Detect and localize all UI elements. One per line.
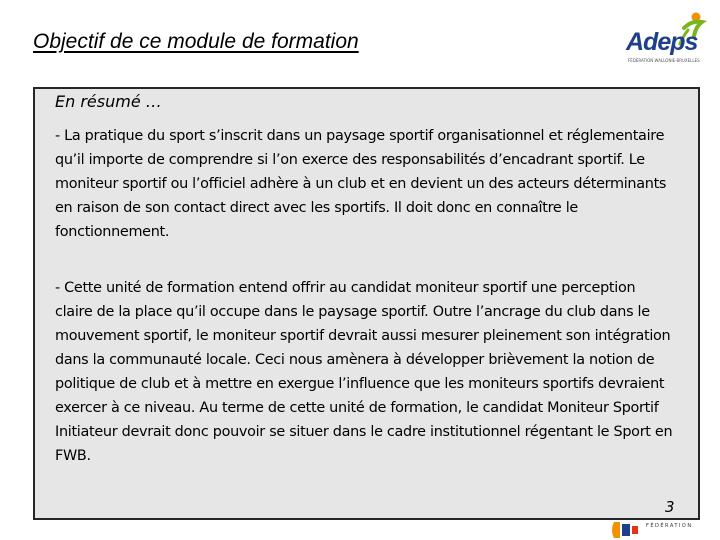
page-title: Objectif de ce module de formation xyxy=(33,30,359,53)
paragraph-organisation: - La pratique du sport s’inscrit dans un paysage sportif organisationnel et réglementaire qu’il importe de comprendre si l’on exerce des responsabilités d’encadrant sportif. Le moniteur sportif ou l’officiel adhère à un club et en devient un des acteurs déterminants en raison de son contact direct avec les sportifs. Il doit donc en connaître le fonctionnement. xyxy=(55,128,667,240)
paragraph-objectives: - Cette unité de formation entend offrir au candidat moniteur sportif une perception claire de la place qu’il occupe dans le paysage sportif. Outre l’ancrage du club dans le mouvement sportif, le moniteur sportif devrait aussi mesurer pleinement son intégration dans la communauté locale. Ceci nous amènera à développer brièvement la notion de politique de club et à mettre en exergue l’influence que les moniteurs sportifs devraient exercer à ce niveau. Au terme de cette unité de formation, le candidat Moniteur Sportif Initiateur devrait donc pouvoir se situer dans le cadre institutionnel régentant le Sport en FWB. xyxy=(55,280,673,464)
section-subtitle: En résumé … xyxy=(55,92,162,111)
adeps-logo xyxy=(622,8,714,70)
federation-logo xyxy=(608,520,716,540)
adeps-logo-word: Adeps xyxy=(626,28,698,56)
federation-mark-icon xyxy=(608,520,642,540)
federation-logo-label: FÉDÉRATION xyxy=(646,523,693,529)
adeps-logo-tagline: FÉDÉRATION WALLONIE-BRUXELLES xyxy=(628,58,700,63)
page-number: 3 xyxy=(665,498,675,516)
